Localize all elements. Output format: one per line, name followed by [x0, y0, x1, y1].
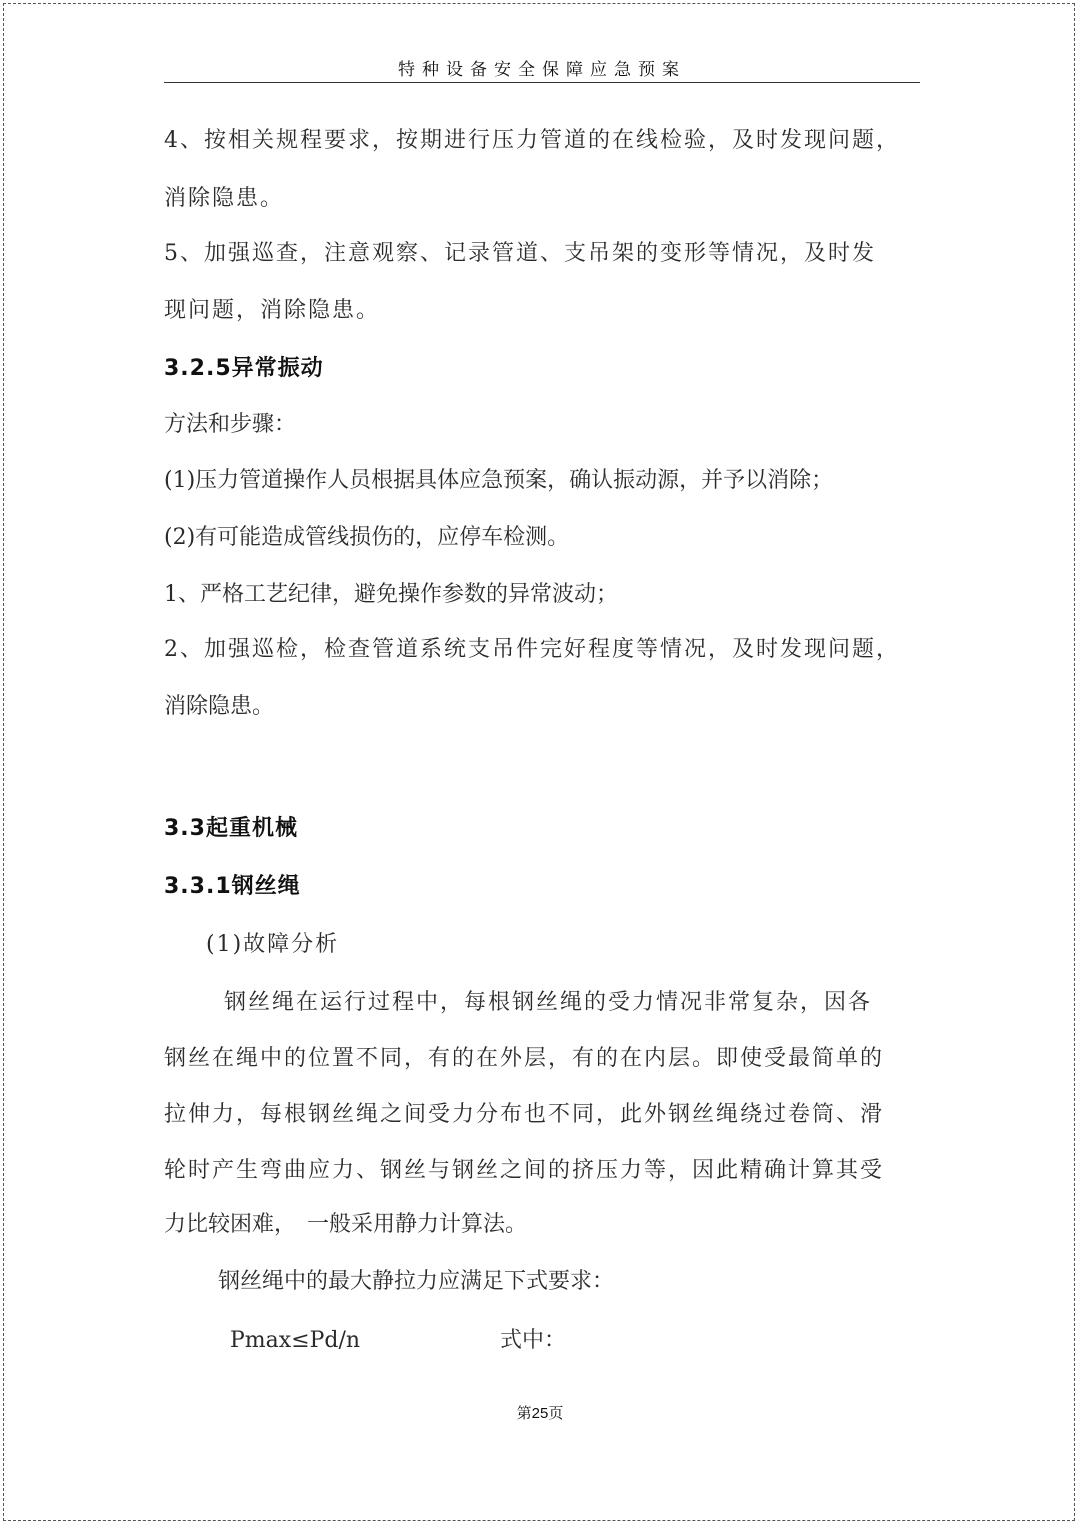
paragraph-line: 消除隐患。 [164, 694, 275, 719]
paragraph-line: 轮时产生弯曲应力、钢丝与钢丝之间的挤压力等，因此精确计算其受 [164, 1158, 885, 1183]
paragraph-line: 钢丝绳在运行过程中，每根钢丝绳的受力情况非常复杂，因各 [224, 990, 873, 1015]
paragraph-line: 现问题，消除隐患。 [164, 298, 381, 323]
section-heading: 3.2.5异常振动 [164, 356, 324, 381]
paragraph-line: 4、按相关规程要求，按期进行压力管道的在线检验，及时发现问题， [164, 128, 900, 153]
paragraph-line: (1)压力管道操作人员根据具体应急预案，确认振动源，并予以消除； [164, 468, 834, 493]
paragraph-line: 2、加强巡检，检查管道系统支吊件完好程度等情况，及时发现问题， [164, 637, 900, 662]
paragraph-line: 钢丝在绳中的位置不同，有的在外层，有的在内层。即使受最简单的 [164, 1046, 885, 1071]
formula-note: 式中： [500, 1328, 567, 1353]
page-header-title: 特种设备安全保障应急预案 [164, 58, 920, 83]
page-number: 第25页 [516, 1405, 564, 1422]
paragraph-line: 5、加强巡查，注意观察、记录管道、支吊架的变形等情况，及时发 [164, 241, 876, 266]
paragraph-line: 1、严格工艺纪律，避免操作参数的异常波动； [164, 582, 618, 607]
paragraph-line: (2)有可能造成管线损伤的，应停车检测。 [164, 525, 570, 550]
formula: Pmax≤Pd/n [230, 1328, 361, 1353]
paragraph-line: 钢丝绳中的最大静拉力应满足下式要求： [218, 1269, 615, 1294]
section-heading: 3.3起重机械 [164, 816, 298, 841]
paragraph-line: 方法和步骤： [164, 412, 297, 437]
paragraph-line: 拉伸力，每根钢丝绳之间受力分布也不同，此外钢丝绳绕过卷筒、滑 [164, 1102, 885, 1127]
paragraph-line: 力比较困难， 一般采用静力计算法。 [164, 1212, 528, 1237]
subsection-label: (1)故障分析 [206, 932, 340, 957]
section-heading: 3.3.1钢丝绳 [164, 874, 301, 899]
paragraph-line: 消除隐患。 [164, 186, 285, 211]
